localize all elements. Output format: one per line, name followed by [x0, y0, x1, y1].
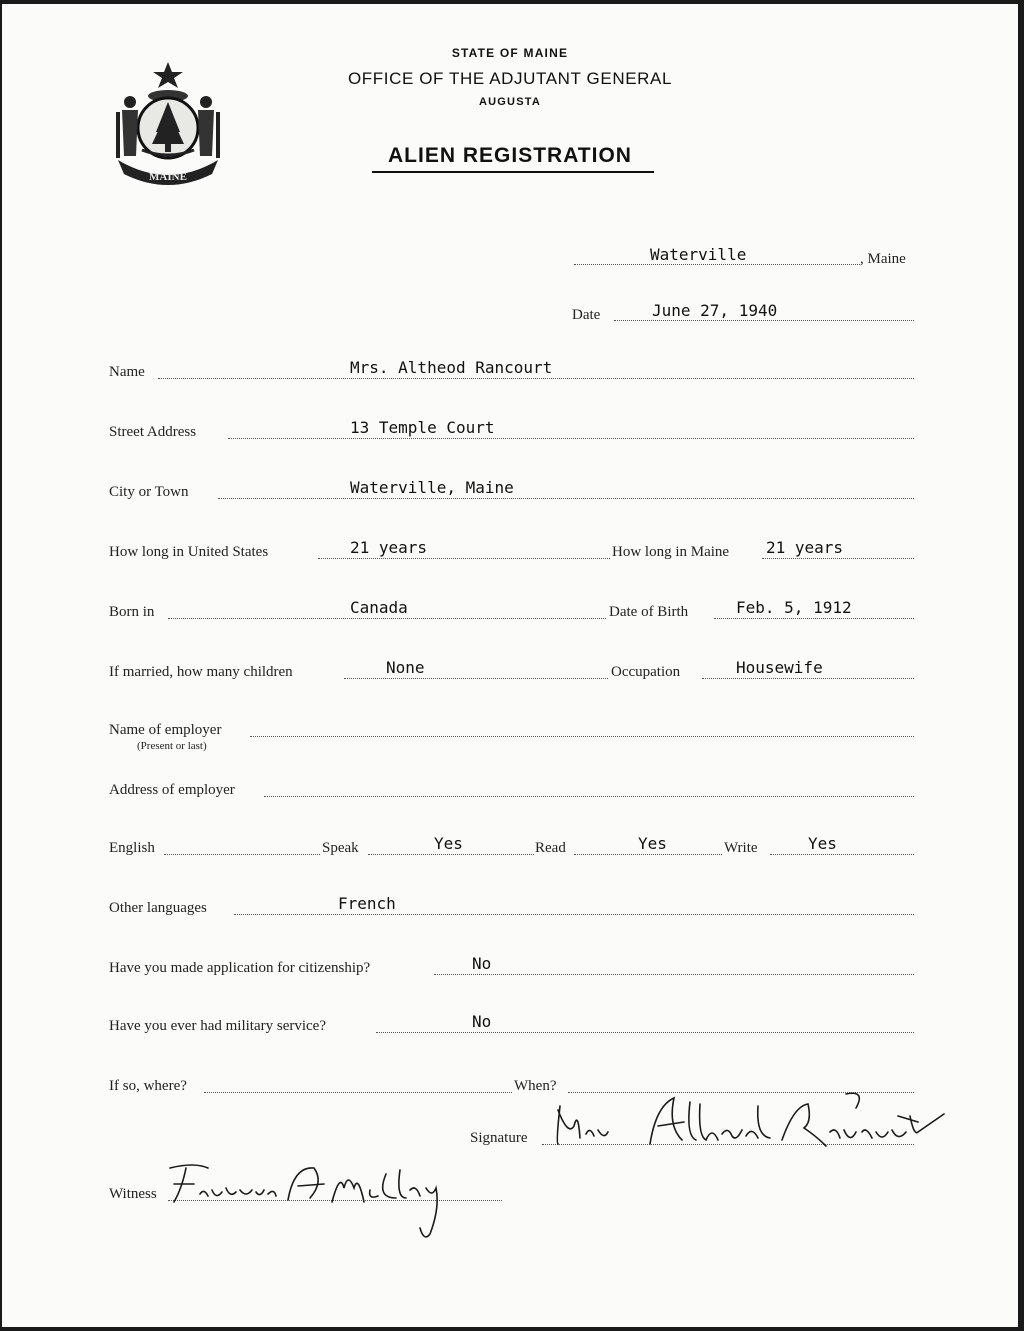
speak-value: Yes: [434, 834, 463, 853]
handwritten-signature: [546, 1086, 966, 1160]
occupation-label: Occupation: [611, 664, 681, 680]
witness-signature: [164, 1158, 504, 1248]
witness-label: Witness: [109, 1186, 157, 1202]
employer-line: [250, 736, 914, 737]
city-value: Waterville, Maine: [350, 478, 514, 497]
place-suffix: , Maine: [860, 251, 906, 267]
write-value: Yes: [808, 834, 837, 853]
years-maine-label: How long in Maine: [612, 544, 730, 560]
header-city: AUGUSTA: [479, 96, 541, 108]
dob-line: [714, 618, 914, 619]
seal-banner-text: MAINE: [149, 171, 187, 183]
date-value: June 27, 1940: [652, 301, 778, 320]
children-label: If married, how many children: [109, 664, 293, 680]
born-in-label: Born in: [109, 604, 155, 620]
place-value: Waterville: [650, 245, 747, 264]
city-label: City or Town: [109, 484, 189, 500]
military-label: Have you ever had military service?: [109, 1018, 326, 1034]
read-label: Read: [535, 840, 566, 856]
read-value: Yes: [638, 834, 667, 853]
english-label: English: [109, 840, 155, 856]
born-in-value: Canada: [350, 598, 408, 617]
occupation-line: [702, 678, 914, 679]
name-label: Name: [109, 364, 145, 380]
military-value: No: [472, 1012, 492, 1031]
street-value: 13 Temple Court: [350, 418, 495, 437]
city-line: [218, 498, 914, 499]
employer-note: (Present or last): [137, 740, 207, 752]
form-title: ALIEN REGISTRATION: [388, 144, 632, 167]
write-label: Write: [724, 840, 758, 856]
date-label: Date: [572, 307, 601, 323]
children-line: [344, 678, 608, 679]
speak-line: [368, 854, 534, 855]
title-underline: [372, 171, 654, 173]
english-line: [164, 854, 320, 855]
citizenship-value: No: [472, 954, 492, 973]
years-maine-line: [762, 558, 914, 559]
write-line: [770, 854, 914, 855]
where-label: If so, where?: [109, 1078, 187, 1094]
years-us-value: 21 years: [350, 538, 428, 557]
children-value: None: [386, 658, 425, 677]
dob-value: Feb. 5, 1912: [736, 598, 852, 617]
military-line: [376, 1032, 914, 1033]
when-label: When?: [514, 1078, 557, 1094]
speak-label: Speak: [322, 840, 359, 856]
citizenship-line: [434, 974, 914, 975]
name-line: [158, 378, 914, 379]
place-line: [574, 264, 860, 265]
where-line: [204, 1092, 512, 1093]
languages-line: [234, 914, 914, 915]
occupation-value: Housewife: [736, 658, 823, 677]
citizenship-label: Have you made application for citizenship?: [109, 960, 371, 976]
languages-label: Other languages: [109, 900, 207, 916]
languages-value: French: [338, 894, 396, 913]
header-office: OFFICE OF THE ADJUTANT GENERAL: [347, 69, 673, 88]
employer-label: Name of employer: [109, 722, 222, 738]
signature-label: Signature: [470, 1130, 528, 1146]
name-value: Mrs. Altheod Rancourt: [350, 358, 553, 377]
born-in-line: [168, 618, 606, 619]
street-label: Street Address: [109, 424, 197, 440]
dob-label: Date of Birth: [609, 604, 689, 620]
header-state: STATE OF MAINE: [451, 46, 569, 60]
read-line: [574, 854, 722, 855]
date-line: [614, 320, 914, 321]
registration-form: [2, 4, 1018, 1327]
employer-address-label: Address of employer: [109, 782, 235, 798]
years-us-line: [318, 558, 610, 559]
years-us-label: How long in United States: [109, 544, 269, 560]
street-line: [228, 438, 914, 439]
years-maine-value: 21 years: [766, 538, 844, 557]
employer-address-line: [264, 796, 914, 797]
